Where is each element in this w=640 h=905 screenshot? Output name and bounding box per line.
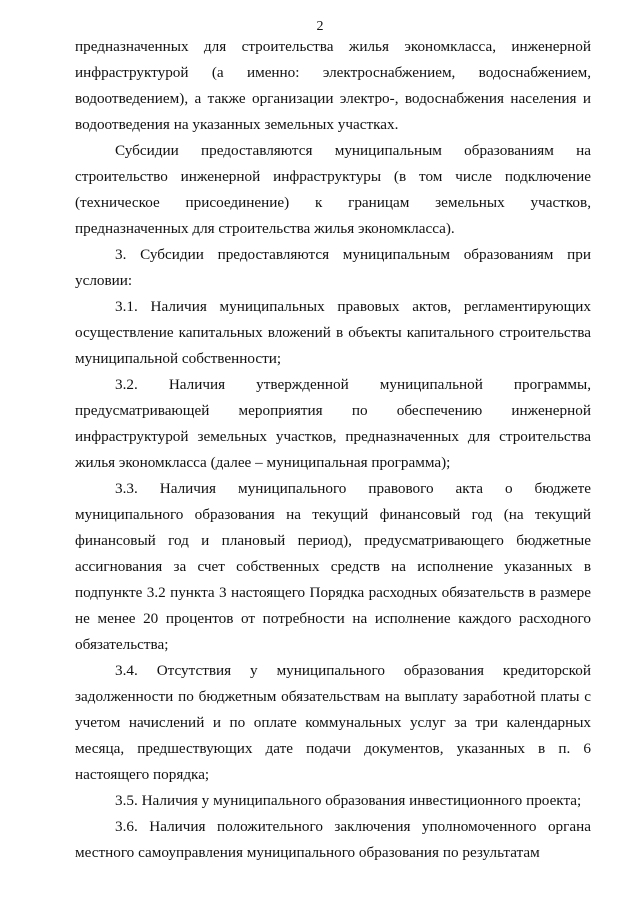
document-body [75,34,591,866]
paragraph-clause-3-6: 3.6. Наличия положительного заключения уполномоченного органа местного самоуправления муниципального образования по результатам [75,818,591,861]
paragraph-clause-3-1: 3.1. Наличия муниципальных правовых актов, регламентирующих осуществление капитальных вложений в объекты капитального строительства муниципальной собственности; [75,298,591,367]
paragraph-clause-3-3: 3.3. Наличия муниципального правового акта о бюджете муниципального образования на текущий финансовый год (на текущий финансовый год и плановый период), предусматривающего бюджетные ассигнования за счет собственных средств на исполнение указанных в подпункте 3.2 пункта 3 настоящего Порядка расходных обязательств в размере не менее 20 процентов от потребности на исполнение каждого расходного обязательства; [75,480,591,653]
paragraph-clause-3-5: 3.5. Наличия у муниципального образования инвестиционного проекта; [115,792,582,809]
page-number: 2 [316,19,324,34]
paragraph-clause-3-4: 3.4. Отсутствия у муниципального образования кредиторской задолженности по бюджетным обязательствам на выплату заработной платы с учетом начислений и по оплате коммунальных услуг за три календарных месяца, предшествующих дате подачи документов, указанных в п. 6 настоящего порядка; [75,662,591,783]
paragraph-clause-3-2: 3.2. Наличия утвержденной муниципальной программы, предусматривающей мероприятия по обеспечению инженерной инфраструктурой земельных участков, предназначенных для строительства жилья экономкласса (далее – муниципальная программа); [75,376,591,471]
paragraph-subsidies-purpose: Субсидии предоставляются муниципальным образованиям на строительство инженерной инфраструктуры (в том числе подключение (техническое присоединение) к границам земельных участков, предназначенных для строительства жилья экономкласса). [75,142,591,237]
paragraph-clause-3: 3. Субсидии предоставляются муниципальным образованиям при условии: [75,246,591,289]
paragraph-continuation: предназначенных для строительства жилья экономкласса, инженерной инфраструктурой (а именно: электроснабжением, водоснабжением, водоотведением), а также организации электро-, водоснабжения населения и водоотведения на указанных земельных участках. [75,38,591,133]
